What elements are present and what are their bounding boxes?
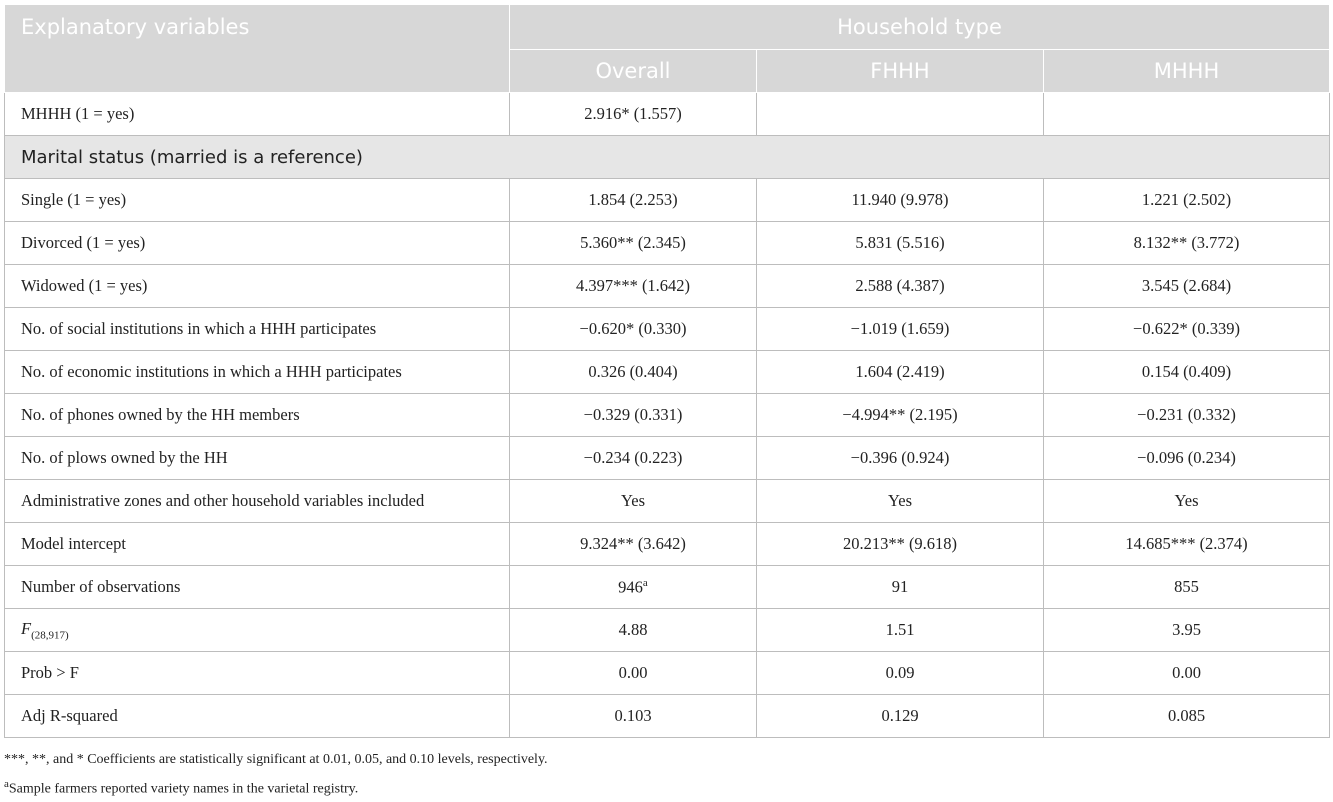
cell-mhhh: 14.685*** (2.374) — [1044, 523, 1330, 566]
cell-overall: −0.234 (0.223) — [510, 437, 757, 480]
cell-fhhh: 20.213** (9.618) — [757, 523, 1044, 566]
cell-mhhh: Yes — [1044, 480, 1330, 523]
cell-mhhh: −0.231 (0.332) — [1044, 394, 1330, 437]
table-row — [5, 394, 1330, 437]
table-row — [5, 695, 1330, 738]
header-overall: Overall — [510, 50, 757, 93]
row-label: Divorced (1 = yes) — [5, 222, 510, 265]
footnote-significance: ***, **, and * Coefficients are statistically significant at 0.01, 0.05, and 0.10 levels, respectively. — [4, 752, 548, 767]
cell-fhhh: 2.588 (4.387) — [757, 265, 1044, 308]
cell-overall: −0.329 (0.331) — [510, 394, 757, 437]
header-fhhh: FHHH — [757, 50, 1044, 93]
header-household-type: Household type — [510, 5, 1330, 50]
cell-fhhh: −1.019 (1.659) — [757, 308, 1044, 351]
row-label: No. of economic institutions in which a HHH participates — [5, 351, 510, 394]
cell-overall: 9.324** (3.642) — [510, 523, 757, 566]
cell-overall: 2.916* (1.557) — [510, 93, 757, 136]
cell-fhhh: 0.09 — [757, 652, 1044, 695]
table-row — [5, 308, 1330, 351]
cell-mhhh: 0.154 (0.409) — [1044, 351, 1330, 394]
table-row — [5, 480, 1330, 523]
cell-overall: 5.360** (2.345) — [510, 222, 757, 265]
row-label: Prob > F — [5, 652, 510, 695]
f-symbol: F — [21, 618, 32, 638]
footnote-a-marker: a — [4, 778, 9, 790]
cell-overall: 4.88 — [510, 609, 757, 652]
table-row — [5, 222, 1330, 265]
cell-mhhh: 0.085 — [1044, 695, 1330, 738]
section-row — [5, 136, 1330, 179]
row-label — [5, 609, 510, 652]
row-label: Model intercept — [5, 523, 510, 566]
cell-fhhh: −0.396 (0.924) — [757, 437, 1044, 480]
cell-mhhh: 855 — [1044, 566, 1330, 609]
row-label: Widowed (1 = yes) — [5, 265, 510, 308]
cell-fhhh: 91 — [757, 566, 1044, 609]
table-row-observations — [5, 566, 1330, 609]
header-explanatory-variables: Explanatory variables — [5, 5, 510, 93]
cell-mhhh — [1044, 93, 1330, 136]
header-row-1 — [5, 5, 1330, 50]
cell-mhhh: −0.096 (0.234) — [1044, 437, 1330, 480]
table-row — [5, 265, 1330, 308]
cell-fhhh: 11.940 (9.978) — [757, 179, 1044, 222]
row-label: Administrative zones and other household variables included — [5, 480, 510, 523]
footnote-a-text: Sample farmers reported variety names in the varietal registry. — [8, 781, 359, 797]
cell-fhhh — [757, 93, 1044, 136]
table-row — [5, 179, 1330, 222]
cell-mhhh: 3.545 (2.684) — [1044, 265, 1330, 308]
cell-overall — [510, 566, 757, 609]
table-row — [5, 652, 1330, 695]
row-label: Single (1 = yes) — [5, 179, 510, 222]
table-row — [5, 351, 1330, 394]
row-label: Number of observations — [5, 566, 510, 609]
main-rows — [5, 179, 1330, 566]
cell-overall: −0.620* (0.330) — [510, 308, 757, 351]
table-row — [5, 93, 1330, 136]
cell-fhhh: Yes — [757, 480, 1044, 523]
observations-overall-value: 946 — [618, 577, 643, 597]
cell-overall: Yes — [510, 480, 757, 523]
regression-table-container — [4, 4, 1329, 802]
cell-mhhh: −0.622* (0.339) — [1044, 308, 1330, 351]
regression-table — [4, 4, 1330, 738]
cell-fhhh: −4.994** (2.195) — [757, 394, 1044, 437]
row-label: Adj R-squared — [5, 695, 510, 738]
cell-mhhh: 3.95 — [1044, 609, 1330, 652]
cell-fhhh: 1.604 (2.419) — [757, 351, 1044, 394]
cell-overall: 0.326 (0.404) — [510, 351, 757, 394]
section-marital-status: Marital status (married is a reference) — [5, 136, 1330, 179]
cell-overall: 0.103 — [510, 695, 757, 738]
table-footnotes — [4, 748, 1329, 802]
footnote-marker-a: a — [642, 576, 648, 589]
header-mhhh: MHHH — [1044, 50, 1330, 93]
footnote-a — [4, 772, 1329, 802]
cell-fhhh: 1.51 — [757, 609, 1044, 652]
cell-mhhh: 0.00 — [1044, 652, 1330, 695]
table-row — [5, 437, 1330, 480]
cell-mhhh: 8.132** (3.772) — [1044, 222, 1330, 265]
cell-overall: 1.854 (2.253) — [510, 179, 757, 222]
f-degrees-of-freedom: (28,917) — [31, 629, 69, 642]
cell-fhhh: 0.129 — [757, 695, 1044, 738]
table-row — [5, 523, 1330, 566]
row-label: No. of plows owned by the HH — [5, 437, 510, 480]
cell-overall: 4.397*** (1.642) — [510, 265, 757, 308]
cell-fhhh: 5.831 (5.516) — [757, 222, 1044, 265]
row-label: No. of social institutions in which a HHH participates — [5, 308, 510, 351]
table-row-f-statistic — [5, 609, 1330, 652]
cell-overall: 0.00 — [510, 652, 757, 695]
cell-mhhh: 1.221 (2.502) — [1044, 179, 1330, 222]
row-label: No. of phones owned by the HH members — [5, 394, 510, 437]
row-label: MHHH (1 = yes) — [5, 93, 510, 136]
